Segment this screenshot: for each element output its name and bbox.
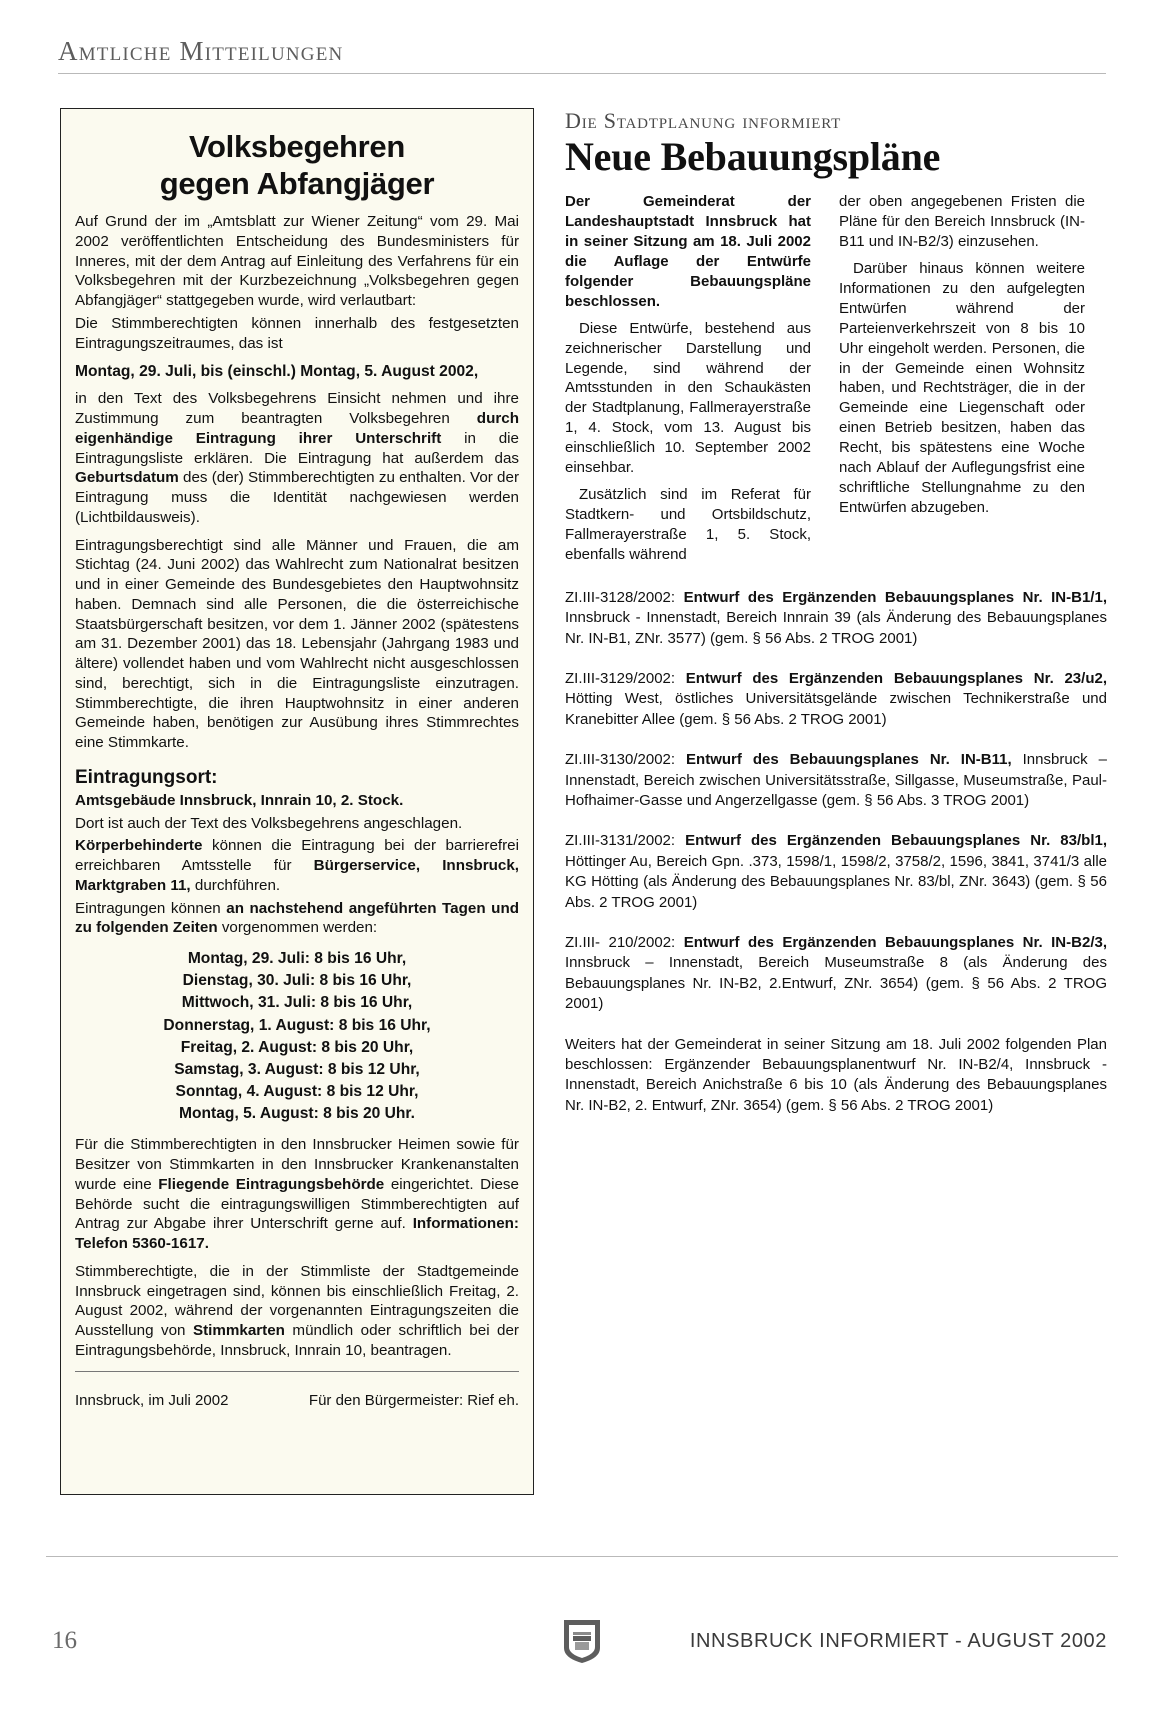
entry-file-number: ZI.III-3131/2002: [565,832,686,850]
left-paragraph-7 [75,899,519,939]
left-article-title-line2: gegen Abfangjäger [159,165,435,201]
left-p7-bold: an nachstehend angeführten Tagen und zu folgenden Zeiten [75,899,519,937]
registration-period: Montag, 29. Juli, bis (einschl.) Montag, 5. August 2002, [75,363,479,381]
left-p6-text-1: können die Eintragung bei der barrierefrei erreichbaren Amtsstelle für [75,837,519,875]
opening-time-item: Donnerstag, 1. August: 8 bis 16 Uhr, [163,1016,431,1034]
left-footer-place-date: Innsbruck, im Juli 2002 [75,1391,229,1409]
entry-title: Entwurf des Ergänzenden Bebauungsplanes Nr. IN-B2/3, [683,933,1107,951]
entry-description: Hötting West, östliches Universitätsgelände zwischen Technikerstraße und Kranebitter Allee (gem. § 56 Abs. 2 TROG 2001) [565,690,1107,728]
left-paragraph-8 [75,1135,519,1254]
entry-description: Höttinger Au, Bereich Gpn. .373, 1598/1, 1598/2, 3758/2, 1596, 3841, 3741/3 alle KG Hötting (als Änderung des Bebauungsplanes Nr. 83/bl, ZNr. 3643) (gem. § 56 Abs. 2 TROG 2001) [565,852,1107,911]
left-p8-text-1: Für die Stimmberechtigten in den Innsbrucker Heimen sowie für Besitzer von Stimmkarten in den Innsbrucker Krankenanstalten wurde eine [75,1136,519,1193]
left-paragraph-5: Dort ist auch der Text des Volksbegehrens angeschlagen. [75,814,463,832]
footer-publication: INNSBRUCK INFORMIERT - AUGUST 2002 [689,1630,1107,1652]
left-footer-signature: Für den Bürgermeister: Rief eh. [308,1391,519,1409]
left-article-box [60,108,534,1495]
bebauungsplan-entry [565,669,1107,730]
left-article-title-line1: Volksbegehren [188,129,406,164]
entry-description: Innsbruck - Innenstadt, Bereich Innrain 39 (als Änderung des Bebauungsplanes Nr. IN-B1, ZNr. 3577) (gem. § 56 Abs. 2 TROG 2001) [565,609,1107,647]
left-p8-bold-2: Informationen: Telefon 5360-1617. [75,1215,519,1253]
right-intro-p4: Darüber hinaus können weitere Informationen zu den aufgelegten Entwürfen während der Parteienverkehrszeit von 8 bis 10 Uhr eingeholt werden. Personen, die in der Gemeinde einen Wohnsitz haben, und Rechtsträger, die in der Gemeinde eine Liegenschaft oder einen Betrieb besitzen, haben das Recht, bis spätestens eine Woche nach Ablauf der Auflegungsfrist eine schriftliche Stellungnahme zu den Entwürfen abzugeben. [839,259,1085,517]
left-p8-text-2: eingerichtet. Diese Behörde sucht die eintragungswilligen Stimmberechtigten auf Antrag zur Abgabe ihrer Unterschrift gerne auf. [75,1175,519,1233]
right-intro-lead: Der Gemeinderat der Landeshauptstadt Innsbruck hat in seiner Sitzung am 18. Juli 2002 die Auflage der Entwürfe folgender Bebauungspläne beschlossen. [565,193,811,310]
right-intro-column-2 [839,192,1085,572]
left-p3-bold-2: Geburtsdatum [75,469,179,487]
entry-title: Entwurf des Ergänzenden Bebauungsplanes Nr. 23/u2, [685,670,1107,688]
bebauungsplan-entry [565,831,1107,913]
entry-file-number: ZI.III-3128/2002: [565,588,684,606]
right-intro-column-1 [565,192,811,572]
left-p7-text-2: vorgenommen werden: [217,919,378,937]
entry-title: Entwurf des Bebauungsplanes Nr. IN-B11, [686,751,1012,769]
left-p3-text-3: des (der) Stimmberechtigten zu enthalten. Vor der Eintragung muss die Identität nachgewiesen werden (Lichtbildausweis). [75,469,520,526]
entry-file-number: ZI.III-3130/2002: [565,751,687,769]
city-crest-icon [561,1618,603,1664]
left-paragraph-6 [75,836,519,895]
left-p6-bold-1: Körperbehinderte [75,837,203,855]
left-p7-text-1: Eintragungen können [75,899,227,917]
right-article-title: Neue Bebauungspläne [565,134,941,179]
left-paragraph-2: Die Stimmberechtigten können innerhalb des festgesetzten Eintragungszeitraumes, das ist [75,314,519,352]
bebauungsplan-entry [565,588,1107,649]
left-box-divider [75,1371,519,1372]
left-p9-text-1: Stimmberechtigte, die in der Stimmliste der Stadtgemeinde Innsbruck eingetragen sind, können bis einschließlich Freitag, 2. August 2002, während der vorgenannten Eintragungszeiten die Ausstellung von [75,1262,519,1340]
registration-place-heading: Eintragungsort: [75,766,218,788]
entry-description: Innsbruck – Innenstadt, Bereich Museumstraße 8 (als Änderung des Bebauungsplanes Nr. IN-B2, 2.Entwurf, ZNr. 3654) (gem. § 56 Abs. 2 TROG 2001) [565,954,1107,1013]
left-p8-bold-1: Fliegende Eintragungsbehörde [158,1175,385,1193]
opening-time-item: Mittwoch, 31. Juli: 8 bis 16 Uhr, [181,994,413,1012]
bebauungsplan-closing-note: Weiters hat der Gemeinderat in seiner Sitzung am 18. Juli 2002 folgenden Plan beschlossen: Ergänzender Bebauungsplanentwurf Nr. IN-B2/4, Innsbruck - Innenstadt, Bereich Anichstraße 6 bis 10 (als Änderung des Bebauungsplanes Nr. IN-B2, 2. Entwurf, ZNr. 3654) (gem. § 56 Abs. 2 TROG 2001) [565,1035,1107,1114]
bebauungsplan-entry [565,750,1107,811]
left-p3-text-1: in den Text des Volksbegehrens Einsicht nehmen und ihre Zustimmung zum beantragten Volksbegehren [75,390,519,428]
left-article-footer [75,1386,519,1409]
bebauungsplan-entry [565,933,1107,1015]
entry-title: Entwurf des Ergänzenden Bebauungsplanes Nr. 83/bl1, [685,832,1107,850]
right-article-kicker: Die Stadtplanung informiert [565,108,842,133]
masthead-title: Amtliche Mitteilungen [58,36,344,66]
masthead [58,36,1106,74]
footer-rule [46,1556,1118,1557]
right-intro-p1: Diese Entwürfe, bestehend aus zeichnerischer Darstellung und Legende, sind während der Amtsstunden in den Schaukästen der Stadtplanung, Fallmerayerstraße 1, 4. Stock, vom 13. August bis einschließlich 10. September 2002 einsehbar. [565,319,811,477]
right-intro-p3: der oben angegebenen Fristen die Pläne für den Bereich Innsbruck (IN-B11 und IN-B2/3) einzusehen. [839,193,1085,250]
opening-time-item: Freitag, 2. August: 8 bis 20 Uhr, [180,1038,414,1056]
opening-time-item: Samstag, 3. August: 8 bis 12 Uhr, [174,1060,420,1078]
entry-file-number: ZI.III-3129/2002: [565,670,686,688]
right-article [565,108,1107,1116]
left-paragraph-4: Eintragungsberechtigt sind alle Männer und Frauen, die am Stichtag (24. Juni 2002) das Wahlrecht zum Nationalrat besitzen und in einer Gemeinde des Bundesgebietes den Hauptwohnsitz haben. Demnach sind alle Personen, die die österreichische Staatsbürgerschaft besitzen, vor dem 1. Jänner 2002 (spätestens am 31. Dezember 2001) das 18. Lebensjahr (Jahrgang 1983 und ältere) vollendet haben und vom Wahlrecht nicht ausgeschlossen sind, berechtigt, sich in die Eintragungsliste einzutragen. Stimmberechtigte, die ihren Hauptwohnsitz in einer anderen Gemeinde haben, benötigen zur Ausübung ihres Stimmrechtes eine Stimmkarte. [75,536,519,752]
left-paragraph-1: Auf Grund der im „Amtsblatt zur Wiener Zeitung“ vom 29. Mai 2002 veröffentlichten Entscheidung des Bundesministers für Inneres, mit der dem Antrag auf Einleitung des Verfahrens für ein Volksbegehren mit der Kurzbezeichnung „Volksbegehren gegen Abfangjäger“ stattgegeben wurde, wird verlautbart: [75,213,519,310]
opening-time-item: Montag, 29. Juli: 8 bis 16 Uhr, [187,950,407,968]
bebauungsplan-entries [565,588,1107,1116]
opening-times-list [75,948,519,1125]
left-p6-bold-2: Bürgerservice, Innsbruck, Marktgraben 11, [75,857,519,894]
opening-time-item: Sonntag, 4. August: 8 bis 12 Uhr, [175,1083,419,1100]
left-p3-text-2: in die Eintragungsliste erklären. Die Eintragung hat außerdem das [75,429,519,467]
left-p3-bold-1: durch eigenhändige Eintragung ihrer Unterschrift [75,410,519,447]
left-article-title [75,129,519,202]
masthead-rule [58,73,1106,74]
page-number: 16 [52,1627,77,1654]
right-intro-p2: Zusätzlich sind im Referat für Stadtkern- und Ortsbildschutz, Fallmerayerstraße 1, 5. Stock, ebenfalls während [565,486,811,563]
entry-title: Entwurf des Ergänzenden Bebauungsplanes Nr. IN-B1/1, [683,588,1107,606]
opening-time-item: Montag, 5. August: 8 bis 20 Uhr. [179,1105,415,1123]
registration-address: Amtsgebäude Innsbruck, Innrain 10, 2. Stock. [75,791,404,809]
entry-description: Innsbruck – Innenstadt, Bereich zwischen Universitätsstraße, Sillgasse, Museumstraße, Paul-Hofhaimer-Gasse und Angerzellgasse (gem. § 56 Abs. 3 TROG 2001) [565,751,1107,809]
left-p9-bold: Stimmkarten [192,1322,285,1340]
left-p9-text-2: mündlich oder schriftlich bei der Eintragungsbehörde, Innsbruck, Innrain 10, beantragen. [75,1322,519,1359]
opening-time-item: Dienstag, 30. Juli: 8 bis 16 Uhr, [182,972,412,990]
left-paragraph-9 [75,1262,519,1361]
right-article-intro-columns [565,192,1107,572]
entry-file-number: ZI.III- 210/2002: [565,933,684,951]
left-paragraph-3 [75,389,519,527]
left-p6-text-2: durchführen. [190,876,281,894]
